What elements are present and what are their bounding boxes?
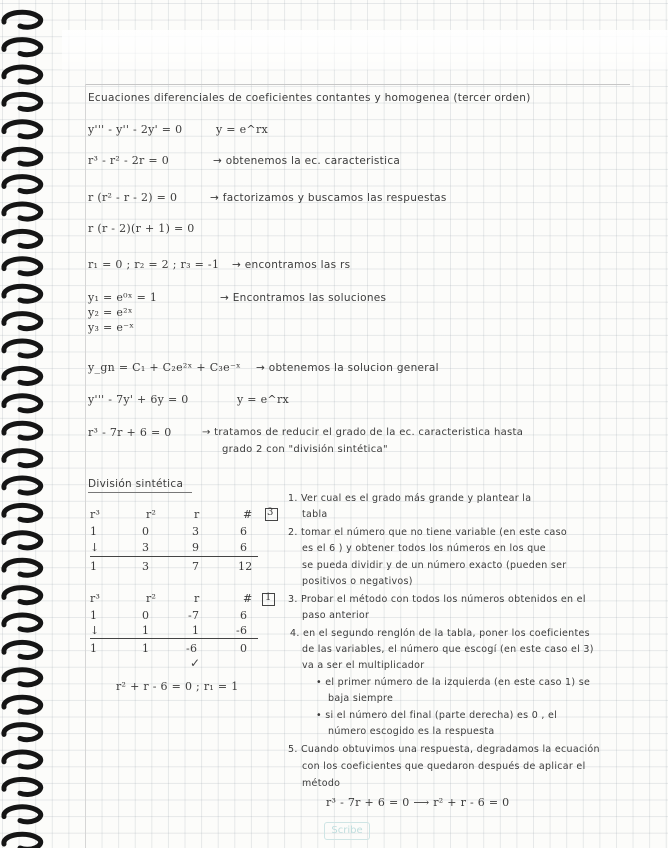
table1-header-r: r <box>194 508 200 521</box>
table1-header-const: # <box>243 508 253 521</box>
step-3-equation: r (r - 2)(r + 1) = 0 <box>88 222 195 235</box>
spiral-ring <box>4 642 41 657</box>
solutions-note: → Encontramos las soluciones <box>220 292 387 304</box>
table2-r2-c1: ↓ <box>90 624 100 637</box>
section-heading: División sintética <box>88 478 184 490</box>
step-2-note: → factorizamos y buscamos las respuestas <box>210 192 447 204</box>
spiral-ring <box>4 670 41 685</box>
spiral-ring <box>4 807 41 822</box>
equation-2: y''' - 7y' + 6y = 0 <box>88 393 189 406</box>
table2-header-const: # <box>243 592 253 605</box>
spiral-ring <box>4 12 41 27</box>
table2-r3-c1: 1 <box>90 642 98 655</box>
table1-r2-c2: 3 <box>142 541 150 554</box>
step-line-1: 1. Ver cual es el grado más grande y plantear la <box>288 493 532 504</box>
spiral-ring <box>4 40 41 55</box>
table2-r1-c2: 0 <box>142 609 150 622</box>
step-line-8: paso anterior <box>302 610 370 621</box>
table1-multiplier: 3 <box>267 507 274 518</box>
top-fade <box>62 30 668 70</box>
step-4-equation: r₁ = 0 ; r₂ = 2 ; r₃ = -1 <box>88 258 220 271</box>
step-line-16: 5. Cuando obtuvimos una respuesta, degradamos la ecuación <box>288 744 600 755</box>
solution-2: y₂ = e²ˣ <box>88 306 133 319</box>
spiral-ring <box>4 451 41 466</box>
final-reduction: r³ - 7r + 6 = 0 ⟶ r² + r - 6 = 0 <box>326 796 510 809</box>
spiral-binding <box>0 0 58 848</box>
table1-r1-c2: 0 <box>142 525 150 538</box>
spiral-ring <box>4 752 41 767</box>
reduced-equation: r² + r - 6 = 0 ; r₁ = 1 <box>116 680 239 693</box>
step-line-7: 3. Probar el método con todos los números obtenidos en el <box>288 594 586 605</box>
equation-1: y''' - y'' - 2y' = 0 <box>88 123 183 136</box>
spiral-ring <box>4 505 41 520</box>
step-2-equation: r (r² - r - 2) = 0 <box>88 191 178 204</box>
watermark-logo: Scribe <box>324 822 370 840</box>
table2-r2-c3: 1 <box>192 624 200 637</box>
spiral-ring <box>4 533 41 548</box>
step-1-equation: r³ - r² - 2r = 0 <box>88 154 170 167</box>
spiral-ring <box>4 588 41 603</box>
step-line-17: con los coeficientes que quedaron después de aplicar el <box>302 761 586 772</box>
spiral-ring <box>4 122 41 137</box>
spiral-ring <box>4 368 41 383</box>
step-line-13: baja siempre <box>328 693 394 704</box>
step-line-18: método <box>302 778 341 789</box>
table2-r1-c1: 1 <box>90 609 98 622</box>
step-line-12: • el primer número de la izquierda (en este caso 1) se <box>316 677 591 688</box>
spiral-ring <box>4 779 41 794</box>
table1-r3-c4: 12 <box>238 560 253 573</box>
table1-header-r2: r² <box>146 508 157 521</box>
table1-r1-c1: 1 <box>90 525 98 538</box>
general-solution: y_gn = C₁ + C₂e²ˣ + C₃e⁻ˣ <box>88 361 242 374</box>
margin-top-line <box>85 84 630 85</box>
spiral-ring <box>4 478 41 493</box>
general-solution-note: → obtenemos la solucion general <box>256 362 439 374</box>
solution-1: y₁ = e⁰ˣ = 1 <box>88 291 158 304</box>
spiral-ring <box>4 286 41 301</box>
step-1-note: → obtenemos la ec. caracteristica <box>213 155 401 167</box>
table2-header-r: r <box>194 592 200 605</box>
spiral-ring <box>4 177 41 192</box>
spiral-ring <box>4 423 41 438</box>
equation-2-note-line-1: → tratamos de reducir el grado de la ec. caracteristica hasta <box>202 427 524 438</box>
spiral-ring <box>4 231 41 246</box>
table1-r1-c3: 3 <box>192 525 200 538</box>
solution-3: y₃ = e⁻ˣ <box>88 321 135 334</box>
spiral-ring <box>4 697 41 712</box>
table2-header-r2: r² <box>146 592 157 605</box>
spiral-ring <box>4 67 41 82</box>
table1-r3-c2: 3 <box>142 560 150 573</box>
table1-r2-c3: 9 <box>192 541 200 554</box>
step-line-9: 4. en el segundo renglón de la tabla, poner los coeficientes <box>290 628 590 639</box>
spiral-ring <box>4 149 41 164</box>
table2-r1-c3: -7 <box>188 609 200 622</box>
table1-r3-c1: 1 <box>90 560 98 573</box>
equation-2-note-line-2: grado 2 con "división sintética" <box>222 444 388 455</box>
page-title: Ecuaciones diferenciales de coeficientes contantes y homogenea (tercer orden) <box>88 92 531 104</box>
table2-r3-c2: 1 <box>142 642 150 655</box>
step-line-5: se pueda dividir y de un número exacto (pueden ser <box>302 560 567 571</box>
step-4-note: → encontramos las rs <box>232 259 351 271</box>
table1-r2-c1: ↓ <box>90 541 100 554</box>
step-line-15: número escogido es la respuesta <box>328 726 495 737</box>
equation-2-substitution: y = e^rx <box>237 393 290 406</box>
spiral-ring <box>4 725 41 740</box>
table2-r1-c4: 6 <box>240 609 248 622</box>
table2-r3-c3: -6 <box>186 642 198 655</box>
spiral-ring <box>4 259 41 274</box>
spiral-ring <box>4 396 41 411</box>
spiral-ring <box>4 94 41 109</box>
table2-r3-c4: 0 <box>240 642 248 655</box>
table2-sum-line <box>90 638 258 639</box>
step-line-3: 2. tomar el número que no tiene variable (en este caso <box>288 527 567 538</box>
step-line-11: va a ser el multiplicador <box>302 660 425 671</box>
table1-header-r3: r³ <box>90 508 101 521</box>
table2-r2-c4: -6 <box>236 624 248 637</box>
spiral-ring <box>4 204 41 219</box>
spiral-ring <box>4 341 41 356</box>
section-heading-underline <box>88 492 192 493</box>
equation-1-substitution: y = e^rx <box>216 123 269 136</box>
step-line-14: • si el número del final (parte derecha) es 0 , el <box>316 710 558 721</box>
step-line-10: de las variables, el número que escogí (en este caso el 3) <box>302 644 594 655</box>
table2-multiplier: 1 <box>265 592 272 603</box>
spiral-ring <box>4 615 41 630</box>
step-line-2: tabla <box>302 509 328 520</box>
table2-r2-c2: 1 <box>142 624 150 637</box>
table2-header-r3: r³ <box>90 592 101 605</box>
spiral-ring <box>4 560 41 575</box>
spiral-ring <box>4 834 41 848</box>
equation-2-characteristic: r³ - 7r + 6 = 0 <box>88 426 172 439</box>
table1-r3-c3: 7 <box>192 560 200 573</box>
margin-left-line <box>85 84 86 848</box>
check-mark: ✓ <box>190 656 201 670</box>
step-line-4: es el 6 ) y obtener todos los números en los que <box>302 543 546 554</box>
step-line-6: positivos o negativos) <box>302 576 413 587</box>
table1-r1-c4: 6 <box>240 525 248 538</box>
table1-r2-c4: 6 <box>240 541 248 554</box>
spiral-ring <box>4 314 41 329</box>
table1-sum-line <box>90 556 258 557</box>
